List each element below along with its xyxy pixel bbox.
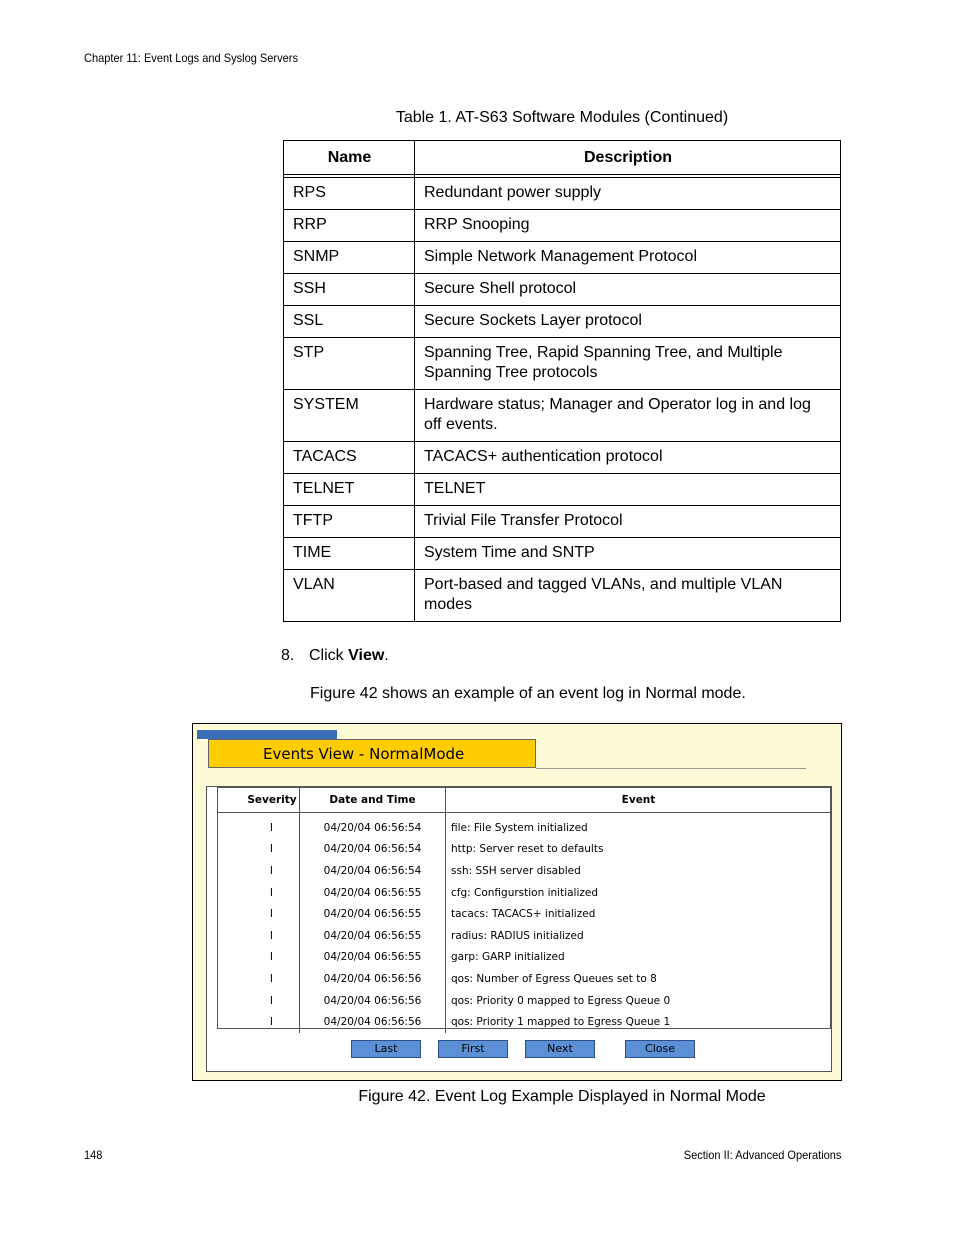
event-row[interactable] (217, 925, 831, 947)
table-row (284, 274, 841, 306)
module-name: TIME (284, 538, 415, 570)
running-header: Chapter 11: Event Logs and Syslog Servers (84, 51, 298, 65)
first-button[interactable]: First (438, 1040, 508, 1058)
module-name: VLAN (284, 570, 415, 622)
software-modules-table (283, 140, 841, 622)
table-row (284, 390, 841, 442)
module-name: SNMP (284, 242, 415, 274)
events-table (217, 787, 831, 1033)
module-name: RRP (284, 210, 415, 242)
column-header-datetime[interactable]: Date and Time (300, 787, 446, 813)
step-text-suffix: . (384, 647, 389, 664)
event-datetime: 04/20/04 06:56:56 (300, 968, 446, 990)
column-header-name: Name (284, 141, 415, 175)
table-row (284, 506, 841, 538)
table-row (284, 210, 841, 242)
module-description: Secure Shell protocol (415, 274, 841, 306)
column-header-severity[interactable]: Severity (217, 787, 300, 813)
event-row[interactable] (217, 882, 831, 904)
table-header-row (284, 141, 841, 175)
figure-intro-paragraph: Figure 42 shows an example of an event log in Normal mode. (310, 685, 746, 702)
module-description: Port-based and tagged VLANs, and multiple VLAN modes (415, 570, 841, 622)
event-message: file: File System initialized (451, 821, 588, 834)
next-button[interactable]: Next (525, 1040, 595, 1058)
module-description: RRP Snooping (415, 210, 841, 242)
event-datetime: 04/20/04 06:56:55 (300, 903, 446, 925)
event-datetime: 04/20/04 06:56:55 (300, 882, 446, 904)
event-severity: I (217, 882, 300, 904)
module-name: TACACS (284, 442, 415, 474)
event-message: garp: GARP initialized (451, 951, 565, 964)
event-datetime: 04/20/04 06:56:55 (300, 947, 446, 969)
table-row (284, 242, 841, 274)
module-description: TACACS+ authentication protocol (415, 442, 841, 474)
event-row[interactable] (217, 860, 831, 882)
table-row (284, 474, 841, 506)
event-row[interactable] (217, 1011, 831, 1033)
window-tab-strip (197, 730, 337, 739)
module-description: System Time and SNTP (415, 538, 841, 570)
event-message: http: Server reset to defaults (451, 843, 604, 856)
event-severity: I (217, 925, 300, 947)
event-severity: I (217, 813, 300, 839)
event-message: tacacs: TACACS+ initialized (451, 908, 596, 921)
figure-caption: Figure 42. Event Log Example Displayed in Normal Mode (358, 1088, 766, 1105)
event-row[interactable] (217, 968, 831, 990)
table-row (284, 178, 841, 210)
event-datetime: 04/20/04 06:56:54 (300, 813, 446, 839)
last-button[interactable]: Last (351, 1040, 421, 1058)
event-datetime: 04/20/04 06:56:56 (300, 1011, 446, 1033)
event-row[interactable] (217, 903, 831, 925)
event-row[interactable] (217, 813, 831, 839)
event-severity: I (217, 903, 300, 925)
table-caption: Table 1. AT-S63 Software Modules (Continued) (395, 109, 729, 126)
event-row[interactable] (217, 990, 831, 1012)
event-datetime: 04/20/04 06:56:54 (300, 839, 446, 861)
table-row (284, 570, 841, 622)
step-text-bold: View (348, 647, 385, 664)
event-message: cfg: Configurstion initialized (451, 886, 599, 899)
running-footer-section: Section II: Advanced Operations (683, 1148, 841, 1162)
event-datetime: 04/20/04 06:56:56 (300, 990, 446, 1012)
title-underline (536, 768, 806, 769)
event-message: qos: Number of Egress Queues set to 8 (451, 972, 657, 985)
events-header-row (217, 787, 831, 813)
event-datetime: 04/20/04 06:56:55 (300, 925, 446, 947)
event-row[interactable] (217, 947, 831, 969)
table-row (284, 306, 841, 338)
table-row (284, 442, 841, 474)
column-header-event[interactable]: Event (446, 787, 832, 813)
module-description: Secure Sockets Layer protocol (415, 306, 841, 338)
module-name: STP (284, 338, 415, 390)
event-severity: I (217, 947, 300, 969)
module-name: TFTP (284, 506, 415, 538)
step-number: 8. (281, 647, 295, 664)
module-name: SSL (284, 306, 415, 338)
column-header-description: Description (415, 141, 841, 175)
table-row (284, 338, 841, 390)
step-text-prefix: Click (309, 647, 349, 664)
event-message: qos: Priority 1 mapped to Egress Queue 1 (451, 1016, 671, 1029)
module-description: Spanning Tree, Rapid Spanning Tree, and Multiple Spanning Tree protocols (415, 338, 841, 390)
module-description: Simple Network Management Protocol (415, 242, 841, 274)
procedure-step (281, 647, 389, 665)
module-name: SYSTEM (284, 390, 415, 442)
event-message: radius: RADIUS initialized (451, 929, 584, 942)
module-description: TELNET (415, 474, 841, 506)
event-row[interactable] (217, 839, 831, 861)
module-name: RPS (284, 178, 415, 210)
event-severity: I (217, 968, 300, 990)
module-description: Hardware status; Manager and Operator log in and log off events. (415, 390, 841, 442)
event-severity: I (217, 990, 300, 1012)
event-message: ssh: SSH server disabled (451, 864, 581, 877)
event-severity: I (217, 839, 300, 861)
module-description: Redundant power supply (415, 178, 841, 210)
module-name: SSH (284, 274, 415, 306)
event-severity: I (217, 1011, 300, 1033)
page-number: 148 (84, 1148, 103, 1162)
table-row (284, 538, 841, 570)
event-severity: I (217, 860, 300, 882)
module-description: Trivial File Transfer Protocol (415, 506, 841, 538)
module-name: TELNET (284, 474, 415, 506)
events-view-title: Events View - NormalMode (208, 739, 536, 768)
event-datetime: 04/20/04 06:56:54 (300, 860, 446, 882)
event-message: qos: Priority 0 mapped to Egress Queue 0 (451, 994, 671, 1007)
close-button[interactable]: Close (625, 1040, 695, 1058)
